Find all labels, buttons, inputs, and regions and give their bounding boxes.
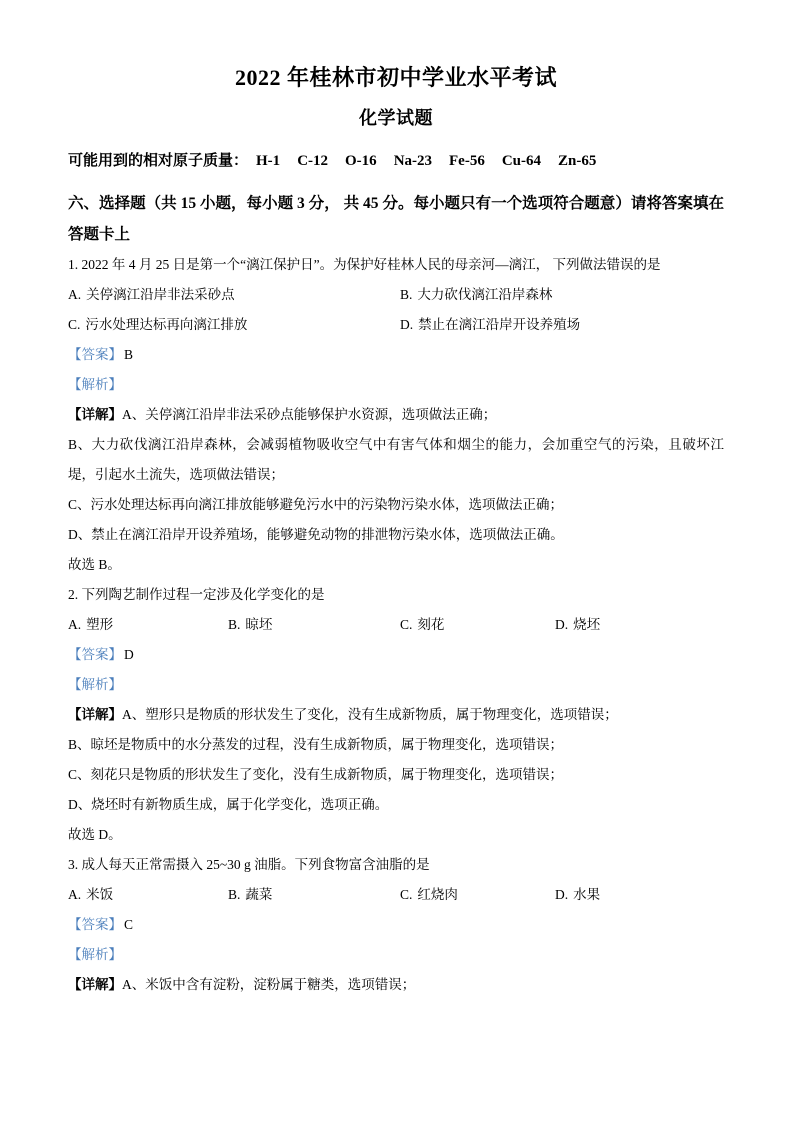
answer-line [68,340,724,370]
option-b[interactable] [228,880,272,910]
conclusion-line: 故选 D。 [68,827,122,842]
analysis-line [68,940,724,970]
option-c[interactable] [400,880,458,910]
answer-marker: 【答案】 [68,347,122,362]
question-block [68,850,724,1000]
answer-value: D [124,647,134,662]
option-d-text: 禁止在漓江沿岸开设养殖场 [418,317,581,332]
detail-line [68,760,724,790]
option-a-text: 米饭 [86,887,114,902]
question-stem: 1. 2022 年 4 月 25 日是第一个“漓江保护日”。为保护好桂林人民的母亲河—漓江， 下列做法错误的是 [68,257,661,272]
option-b-label: B. [228,887,241,902]
page-content [68,0,724,1000]
detail-line [68,700,724,730]
atomic-mass-zn: Zn-65 [558,153,597,169]
option-a-label: A. [68,287,82,302]
option-d-label: D. [400,317,414,332]
detail-text: C、刻花只是物质的形状发生了变化，没有生成新物质，属于物理变化，选项错误； [68,767,564,782]
detail-line [68,520,724,550]
option-row [68,310,724,340]
option-b[interactable] [400,280,552,310]
option-a-text: 塑形 [86,617,114,632]
atomic-mass-c: C-12 [297,153,329,169]
answer-marker: 【答案】 [68,647,122,662]
atomic-mass-fe: Fe-56 [449,153,485,169]
option-d[interactable] [400,310,580,340]
option-b-label: B. [228,617,241,632]
option-a-label: A. [68,887,82,902]
analysis-marker: 【解析】 [68,677,122,692]
detail-text: C、污水处理达标再向漓江排放能够避免污水中的污染物污染水体，选项做法正确； [68,497,564,512]
option-c-label: C. [68,317,81,332]
option-b-label: B. [400,287,413,302]
option-b-text: 蔬菜 [245,887,273,902]
detail-text: D、禁止在漓江沿岸开设养殖场，能够避免动物的排泄物污染水体，选项做法正确。 [68,527,564,542]
answer-line [68,640,724,670]
option-a[interactable] [68,280,235,310]
section-heading: 六、选择题（共 15 小题，每小题 3 分， 共 45 分。每小题只有一个选项符合题意）请将答案填在答题卡上 [68,195,724,243]
option-a-text: 关停漓江沿岸非法采砂点 [86,287,235,302]
option-c-text: 刻花 [417,617,445,632]
detail-marker: 【详解】 [68,707,122,722]
option-a[interactable] [68,610,113,640]
option-c[interactable] [68,310,247,340]
question-stem: 2. 下列陶艺制作过程一定涉及化学变化的是 [68,587,325,602]
detail-line [68,970,724,1000]
option-a-label: A. [68,617,82,632]
answer-value: B [124,347,134,362]
option-b[interactable] [228,610,272,640]
option-d-label: D. [555,887,569,902]
detail-marker: 【详解】 [68,977,122,992]
option-d[interactable] [555,880,600,910]
detail-text: B、大力砍伐漓江沿岸森林，会减弱植物吸收空气中有害气体和烟尘的能力，会加重空气的污染，且破坏江堤，引起水土流失，选项做法错误； [68,437,724,482]
question-block [68,250,724,580]
detail-line [68,790,724,820]
atomic-mass-h: H-1 [256,153,281,169]
answer-line [68,910,724,940]
detail-text: A、米饭中含有淀粉，淀粉属于糖类，选项错误； [122,977,416,992]
option-c[interactable] [400,610,444,640]
detail-line [68,430,724,490]
question-block [68,580,724,850]
option-c-label: C. [400,887,413,902]
atomic-mass-cu: Cu-64 [501,153,542,169]
detail-line [68,400,724,430]
option-c-label: C. [400,617,413,632]
atomic-mass-o: O-16 [345,153,377,169]
question-stem: 3. 成人每天正常需摄入 25~30 g 油脂。下列食物富含油脂的是 [68,857,430,872]
atomic-mass-values [248,153,596,169]
option-c-text: 污水处理达标再向漓江排放 [85,317,248,332]
option-d-label: D. [555,617,569,632]
analysis-line [68,670,724,700]
option-b-text: 大力砍伐漓江沿岸森林 [417,287,553,302]
page-subtitle: 化学试题 [359,108,433,128]
atomic-mass-na: Na-23 [393,153,433,169]
atomic-mass-label: 可能用到的相对原子质量： [68,153,249,169]
option-b-text: 晾坯 [245,617,273,632]
option-row [68,280,724,310]
option-row [68,610,724,640]
option-d-text: 烧坯 [573,617,601,632]
answer-value: C [124,917,134,932]
detail-text: D、烧坯时有新物质生成，属于化学变化，选项正确。 [68,797,389,812]
detail-text: B、晾坯是物质中的水分蒸发的过程，没有生成新物质，属于物理变化，选项错误； [68,737,564,752]
option-row [68,880,724,910]
atomic-mass-line [68,149,724,173]
analysis-marker: 【解析】 [68,377,122,392]
detail-marker: 【详解】 [68,407,122,422]
answer-marker: 【答案】 [68,917,122,932]
option-d[interactable] [555,610,600,640]
detail-text: A、塑形只是物质的形状发生了变化，没有生成新物质，属于物理变化，选项错误； [122,707,618,722]
detail-text: A、关停漓江沿岸非法采砂点能够保护水资源，选项做法正确； [122,407,497,422]
analysis-line [68,370,724,400]
option-d-text: 水果 [573,887,601,902]
page-title: 2022 年桂林市初中学业水平考试 [234,65,557,90]
option-a[interactable] [68,880,113,910]
detail-line [68,730,724,760]
conclusion-line: 故选 B。 [68,557,121,572]
option-c-text: 红烧肉 [417,887,458,902]
analysis-marker: 【解析】 [68,947,122,962]
detail-line [68,490,724,520]
